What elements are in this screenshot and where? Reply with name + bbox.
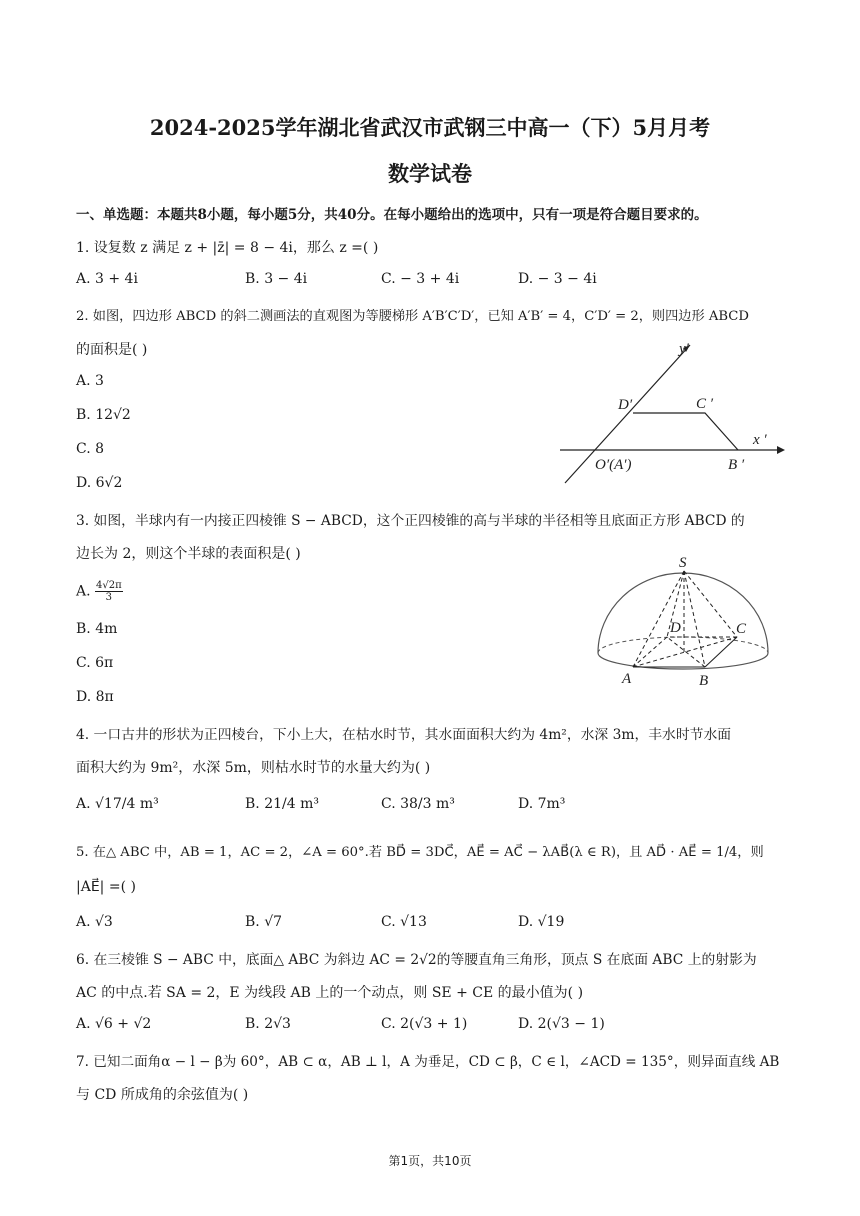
question-6-option-b: B. 2√3 — [245, 1016, 291, 1032]
label-d: D — [670, 620, 681, 636]
question-4-option-d: D. 7m³ — [518, 796, 566, 812]
question-4-stem-line-2: 面积大约为 9m²，水深 5m，则枯水时节的水量大约为( ) — [76, 760, 431, 776]
question-6-stem-line-2: AC 的中点.若 SA = 2，E 为线段 AB 上的一个动点，则 SE + CE 的最小值为( ) — [76, 985, 584, 1001]
question-2-option-d: D. 6√2 — [76, 475, 123, 491]
question-6-option-c: C. 2(√3 + 1) — [381, 1016, 468, 1032]
question-5-stem-line-2: |AE⃗| =( ) — [76, 879, 136, 895]
question-2-stem-line-1: 2. 如图，四边形 ABCD 的斜二测画法的直观图为等腰梯形 A′B′C′D′，已知 A′B′ = 4，C′D′ = 2，则四边形 ABCD — [76, 309, 749, 324]
label-d: D′ — [618, 397, 633, 413]
label-s: S — [679, 555, 687, 571]
question-7-stem-line-2: 与 CD 所成角的余弦值为( ) — [76, 1087, 249, 1103]
question-3-stem-line-2: 边长为 2，则这个半球的表面积是( ) — [76, 546, 301, 562]
label-c: C — [736, 621, 747, 637]
question-4-option-b: B. 21/4 m³ — [245, 796, 319, 812]
label-y: y′ — [679, 341, 689, 357]
section-heading: 一、单选题：本题共8小题，每小题5分，共40分。在每小题给出的选项中，只有一项是符合题目要求的。 — [76, 207, 708, 223]
question-7-stem-line-1: 7. 已知二面角α − l − β为 60°，AB ⊂ α，AB ⊥ l，A 为垂足，CD ⊂ β，C ∈ l，∠ACD = 135°，则异面直线 AB — [76, 1054, 780, 1070]
label-a: A — [622, 671, 632, 687]
question-2-figure — [555, 335, 795, 485]
question-6-stem-line-1: 6. 在三棱锥 S − ABC 中，底面△ ABC 为斜边 AC = 2√2的等腰直角三角形，顶点 S 在底面 ABC 上的射影为 — [76, 952, 757, 968]
question-3-option-b: B. 4m — [76, 621, 118, 637]
question-5-option-b: B. √7 — [245, 914, 283, 930]
question-3-option-a: A. $\frac{4√2\pi}{3}$ — [76, 580, 122, 603]
option-a-numerator: 4√2π — [96, 580, 122, 591]
label-b: B — [699, 673, 709, 689]
question-1-option-d: D. − 3 − 4i — [518, 271, 597, 287]
question-4-stem-line-1: 4. 一口古井的形状为正四棱台，下小上大，在枯水时节，其水面面积大约为 4m²，水深 3m，丰水时节水面 — [76, 727, 732, 743]
question-5-option-a: A. √3 — [76, 914, 113, 930]
question-2-option-b: B. 12√2 — [76, 407, 131, 423]
label-o: O′(A′) — [595, 457, 632, 473]
question-1-option-c: C. − 3 + 4i — [381, 271, 460, 287]
question-2-option-c: C. 8 — [76, 441, 105, 457]
question-1-option-a: A. 3 + 4i — [76, 271, 138, 287]
question-3-stem-line-1: 3. 如图，半球内有一内接正四棱锥 S − ABCD，这个正四棱锥的高与半球的半径相等且底面正方形 ABCD 的 — [76, 513, 745, 529]
question-3-option-c: C. 6π — [76, 655, 114, 671]
x-axis-arrow — [777, 446, 785, 454]
edge-sa — [633, 571, 684, 667]
question-6-option-d: D. 2(√3 − 1) — [518, 1016, 605, 1032]
question-3-option-d: D. 8π — [76, 689, 114, 705]
option-a-denominator: 3 — [105, 592, 113, 603]
trapezoid — [633, 413, 738, 450]
exam-subtitle: 数学试卷 — [388, 161, 472, 186]
question-4-option-c: C. 38/3 m³ — [381, 796, 455, 812]
base-ellipse-back — [598, 637, 768, 653]
label-x: x ′ — [753, 432, 767, 448]
question-2-stem-line-2: 的面积是( ) — [76, 342, 148, 358]
question-4-option-a: A. √17/4 m³ — [76, 796, 159, 812]
question-5-option-c: C. √13 — [381, 914, 427, 930]
question-3-figure — [595, 555, 775, 690]
hemisphere-arc — [598, 573, 768, 653]
exam-title: 2024-2025学年湖北省武汉市武钢三中高一（下）5月月考 — [149, 115, 711, 140]
question-2-option-a: A. 3 — [76, 373, 104, 389]
question-1-option-b: B. 3 − 4i — [245, 271, 308, 287]
edge-sc — [684, 571, 737, 637]
question-5-stem-line-1: 5. 在△ ABC 中，AB = 1，AC = 2，∠A = 60°.若 BD⃗ = 3DC⃗，AE⃗ = AC⃗ − λAB⃗(λ ∈ R)，且 AD⃗ · AE⃗ = 1/4，则 — [76, 845, 764, 860]
label-b: B ′ — [728, 457, 745, 473]
label-c: C ′ — [696, 396, 714, 412]
question-5-option-d: D. √19 — [518, 914, 565, 930]
question-1-stem: 1. 设复数 z 满足 z + |z̄| = 8 − 4i，那么 z =( ) — [76, 240, 379, 256]
question-6-option-a: A. √6 + √2 — [76, 1016, 152, 1032]
page-footer: 第1页，共10页 — [388, 1154, 472, 1168]
